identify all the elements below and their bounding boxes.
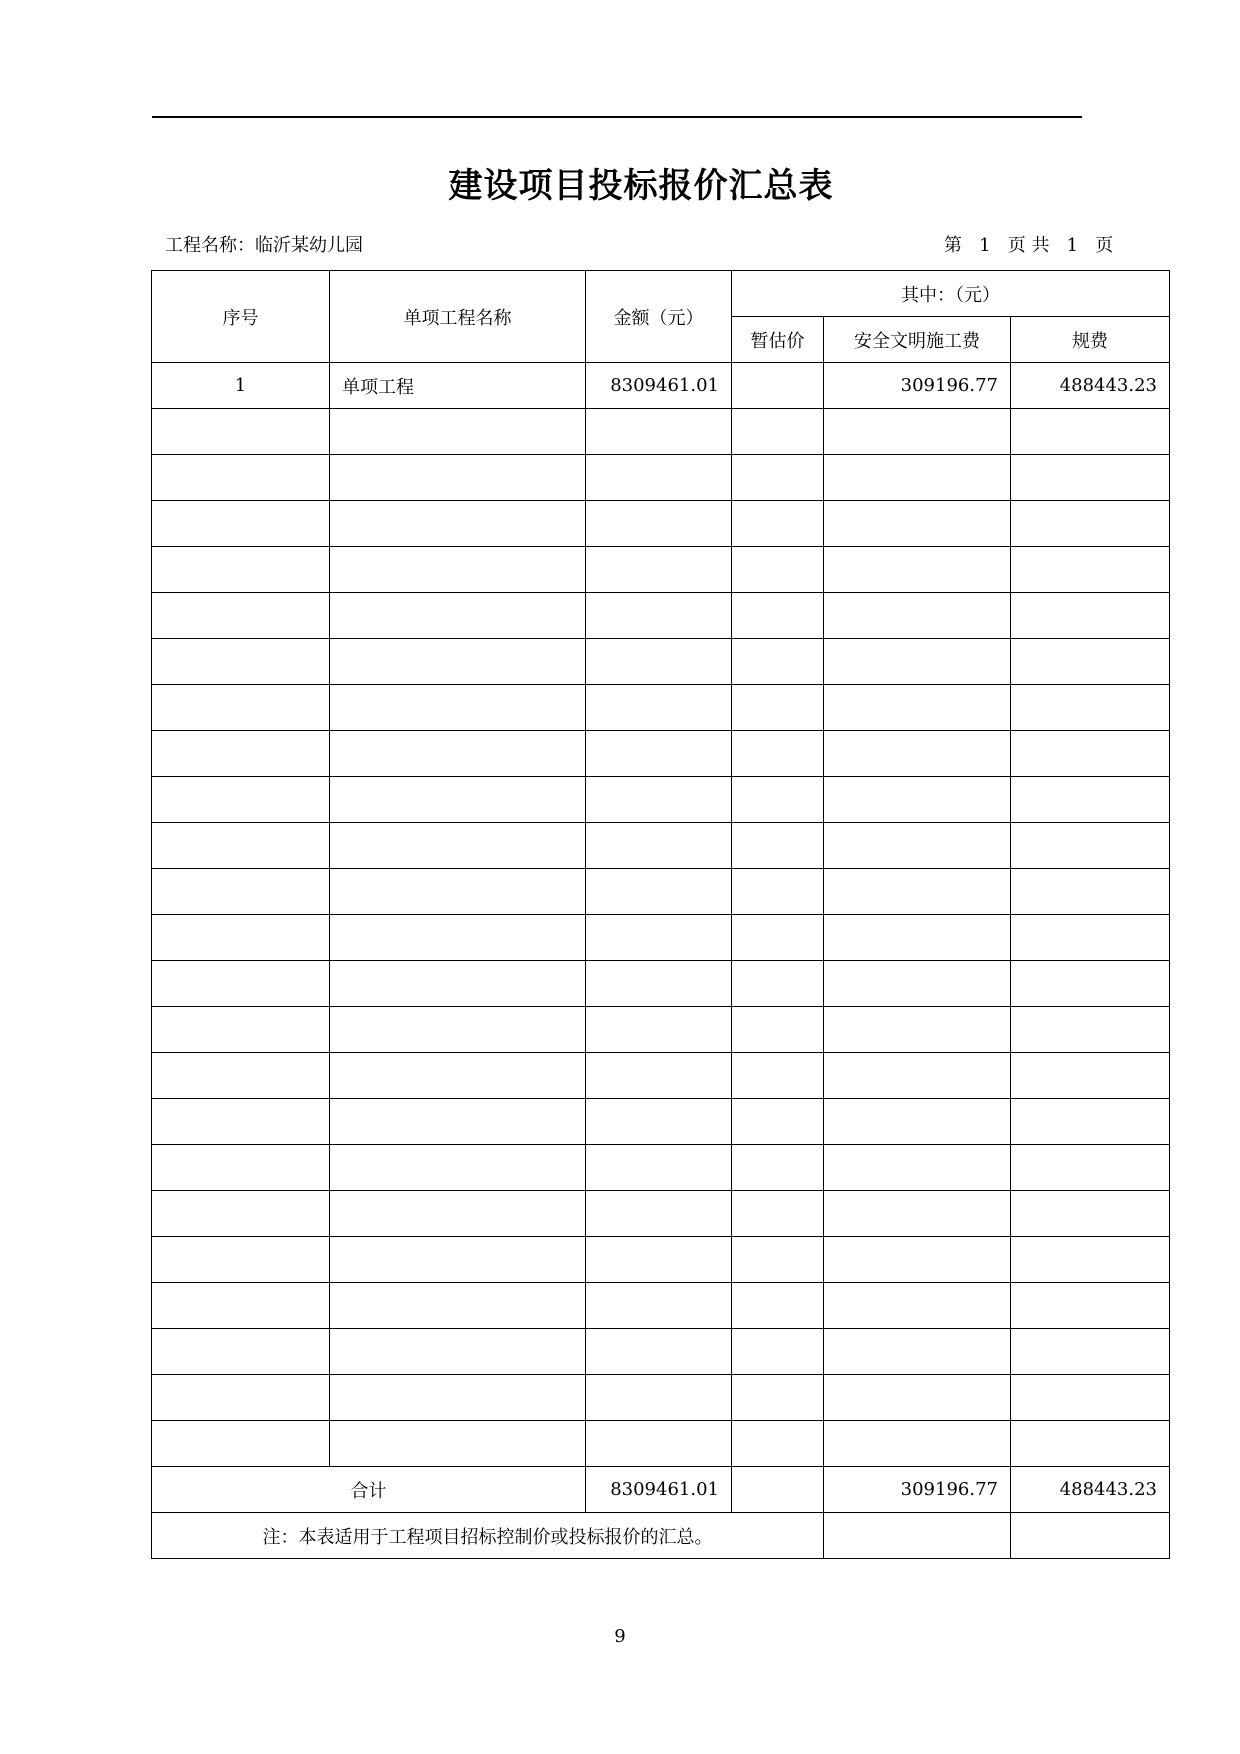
cell-item-name <box>330 1283 586 1329</box>
cell-fees <box>1011 961 1170 1007</box>
cell-provisional <box>732 409 824 455</box>
cell-fees <box>1011 1237 1170 1283</box>
table-row <box>152 409 1170 455</box>
cell-seq <box>152 547 330 593</box>
cell-fees <box>1011 685 1170 731</box>
table-row <box>152 501 1170 547</box>
table-row <box>152 639 1170 685</box>
cell-item-name: 单项工程 <box>330 363 586 409</box>
cell-fees <box>1011 1007 1170 1053</box>
table-row <box>152 1329 1170 1375</box>
cell-provisional <box>732 593 824 639</box>
cell-amount <box>586 823 732 869</box>
table-row <box>152 915 1170 961</box>
cell-seq <box>152 455 330 501</box>
cell-provisional <box>732 547 824 593</box>
cell-seq <box>152 823 330 869</box>
cell-safety <box>824 1099 1011 1145</box>
cell-fees <box>1011 1053 1170 1099</box>
header-safety: 安全文明施工费 <box>824 317 1011 363</box>
cell-provisional <box>732 1237 824 1283</box>
cell-fees <box>1011 915 1170 961</box>
cell-seq <box>152 1375 330 1421</box>
cell-fees <box>1011 869 1170 915</box>
cell-fees <box>1011 1099 1170 1145</box>
cell-safety <box>824 1237 1011 1283</box>
header-provisional: 暂估价 <box>732 317 824 363</box>
cell-item-name <box>330 1329 586 1375</box>
cell-seq <box>152 1283 330 1329</box>
page-number: 9 <box>614 1626 626 1647</box>
cell-amount <box>586 547 732 593</box>
cell-seq <box>152 1421 330 1467</box>
cell-safety <box>824 1421 1011 1467</box>
cell-fees <box>1011 1329 1170 1375</box>
cell-provisional <box>732 1421 824 1467</box>
header-amount: 金额（元） <box>586 271 732 363</box>
cell-amount <box>586 1237 732 1283</box>
cell-fees <box>1011 1375 1170 1421</box>
table-row <box>152 1283 1170 1329</box>
cell-safety <box>824 1375 1011 1421</box>
cell-safety <box>824 547 1011 593</box>
cell-safety <box>824 639 1011 685</box>
cell-safety <box>824 685 1011 731</box>
cell-safety <box>824 1007 1011 1053</box>
cell-fees <box>1011 501 1170 547</box>
cell-safety <box>824 915 1011 961</box>
cell-seq <box>152 409 330 455</box>
cell-amount: 8309461.01 <box>586 363 732 409</box>
cell-item-name <box>330 685 586 731</box>
table-row <box>152 1007 1170 1053</box>
header-seq: 序号 <box>152 271 330 363</box>
table-row <box>152 1237 1170 1283</box>
cell-safety <box>824 1191 1011 1237</box>
cell-item-name <box>330 409 586 455</box>
cell-fees: 488443.23 <box>1011 363 1170 409</box>
cell-safety <box>824 409 1011 455</box>
cell-item-name <box>330 501 586 547</box>
cell-item-name <box>330 823 586 869</box>
cell-seq <box>152 685 330 731</box>
cell-safety <box>824 1145 1011 1191</box>
cell-item-name <box>330 961 586 1007</box>
cell-provisional <box>732 1099 824 1145</box>
cell-safety <box>824 823 1011 869</box>
cell-safety <box>824 961 1011 1007</box>
cell-provisional <box>732 869 824 915</box>
table-row <box>152 455 1170 501</box>
cell-seq: 1 <box>152 363 330 409</box>
cell-provisional <box>732 915 824 961</box>
cell-provisional <box>732 1329 824 1375</box>
cell-fees <box>1011 1421 1170 1467</box>
cell-fees <box>1011 409 1170 455</box>
total-fees: 488443.23 <box>1011 1467 1170 1513</box>
table-row <box>152 823 1170 869</box>
cell-fees <box>1011 1283 1170 1329</box>
cell-amount <box>586 1007 732 1053</box>
cell-amount <box>586 1145 732 1191</box>
cell-provisional <box>732 685 824 731</box>
cell-amount <box>586 639 732 685</box>
cell-item-name <box>330 639 586 685</box>
cell-provisional <box>732 961 824 1007</box>
table-row <box>152 1099 1170 1145</box>
page-info: 第 1 页 共 1 页 <box>944 235 1114 256</box>
cell-safety <box>824 777 1011 823</box>
note-row <box>152 1513 1170 1559</box>
cell-amount <box>586 409 732 455</box>
total-safety: 309196.77 <box>824 1467 1011 1513</box>
table-row <box>152 1375 1170 1421</box>
cell-amount <box>586 777 732 823</box>
cell-item-name <box>330 777 586 823</box>
cell-seq <box>152 961 330 1007</box>
cell-fees <box>1011 1191 1170 1237</box>
cell-item-name <box>330 731 586 777</box>
cell-safety: 309196.77 <box>824 363 1011 409</box>
cell-amount <box>586 961 732 1007</box>
cell-seq <box>152 501 330 547</box>
table-note: 注：本表适用于工程项目招标控制价或投标报价的汇总。 <box>152 1513 824 1559</box>
note-empty-cell <box>1011 1513 1170 1559</box>
header-of-which: 其中：（元） <box>732 271 1170 317</box>
cell-seq <box>152 1191 330 1237</box>
cell-amount <box>586 593 732 639</box>
cell-item-name <box>330 1007 586 1053</box>
cell-seq <box>152 593 330 639</box>
table-row <box>152 1053 1170 1099</box>
cell-amount <box>586 731 732 777</box>
cell-amount <box>586 685 732 731</box>
cell-safety <box>824 731 1011 777</box>
cell-item-name <box>330 455 586 501</box>
table-row <box>152 593 1170 639</box>
cell-amount <box>586 1283 732 1329</box>
cell-seq <box>152 777 330 823</box>
cell-safety <box>824 593 1011 639</box>
cell-provisional <box>732 823 824 869</box>
table-row <box>152 1421 1170 1467</box>
cell-fees <box>1011 455 1170 501</box>
cell-item-name <box>330 869 586 915</box>
cell-safety <box>824 455 1011 501</box>
cell-fees <box>1011 731 1170 777</box>
cell-amount <box>586 1099 732 1145</box>
table-row <box>152 777 1170 823</box>
cell-fees <box>1011 639 1170 685</box>
cell-provisional <box>732 455 824 501</box>
cell-fees <box>1011 547 1170 593</box>
cell-fees <box>1011 1145 1170 1191</box>
total-amount: 8309461.01 <box>586 1467 732 1513</box>
table-row <box>152 363 1170 409</box>
cell-provisional <box>732 363 824 409</box>
bid-summary-table <box>151 270 1170 1559</box>
cell-provisional <box>732 777 824 823</box>
cell-provisional <box>732 501 824 547</box>
cell-provisional <box>732 731 824 777</box>
cell-provisional <box>732 1191 824 1237</box>
total-provisional <box>732 1467 824 1513</box>
cell-amount <box>586 869 732 915</box>
cell-seq <box>152 1099 330 1145</box>
table-body <box>152 363 1170 1467</box>
table-row <box>152 547 1170 593</box>
cell-item-name <box>330 1145 586 1191</box>
total-row <box>152 1467 1170 1513</box>
cell-item-name <box>330 1053 586 1099</box>
table-row <box>152 869 1170 915</box>
table-row <box>152 961 1170 1007</box>
cell-item-name <box>330 1191 586 1237</box>
cell-amount <box>586 1053 732 1099</box>
header-row-1 <box>152 271 1170 317</box>
cell-fees <box>1011 593 1170 639</box>
cell-seq <box>152 731 330 777</box>
cell-safety <box>824 1053 1011 1099</box>
header-rule <box>152 116 1082 118</box>
cell-safety <box>824 501 1011 547</box>
table-row <box>152 1145 1170 1191</box>
total-label: 合计 <box>152 1467 586 1513</box>
cell-seq <box>152 915 330 961</box>
cell-amount <box>586 455 732 501</box>
cell-amount <box>586 1375 732 1421</box>
cell-item-name <box>330 1421 586 1467</box>
cell-provisional <box>732 639 824 685</box>
table-row <box>152 1191 1170 1237</box>
cell-provisional <box>732 1145 824 1191</box>
cell-provisional <box>732 1007 824 1053</box>
cell-safety <box>824 1329 1011 1375</box>
cell-amount <box>586 501 732 547</box>
cell-fees <box>1011 823 1170 869</box>
cell-amount <box>586 915 732 961</box>
cell-provisional <box>732 1375 824 1421</box>
cell-amount <box>586 1191 732 1237</box>
cell-item-name <box>330 915 586 961</box>
project-name: 工程名称：临沂某幼儿园 <box>165 235 363 256</box>
cell-amount <box>586 1329 732 1375</box>
cell-safety <box>824 869 1011 915</box>
cell-item-name <box>330 1237 586 1283</box>
cell-item-name <box>330 1099 586 1145</box>
table-row <box>152 685 1170 731</box>
cell-seq <box>152 1007 330 1053</box>
header-item-name: 单项工程名称 <box>330 271 586 363</box>
cell-seq <box>152 639 330 685</box>
cell-seq <box>152 1053 330 1099</box>
cell-amount <box>586 1421 732 1467</box>
cell-provisional <box>732 1283 824 1329</box>
cell-seq <box>152 869 330 915</box>
cell-item-name <box>330 1375 586 1421</box>
header-fees: 规费 <box>1011 317 1170 363</box>
table-row <box>152 731 1170 777</box>
document-title: 建设项目投标报价汇总表 <box>448 166 834 206</box>
cell-seq <box>152 1145 330 1191</box>
cell-seq <box>152 1329 330 1375</box>
cell-item-name <box>330 547 586 593</box>
cell-seq <box>152 1237 330 1283</box>
cell-item-name <box>330 593 586 639</box>
cell-safety <box>824 1283 1011 1329</box>
note-empty-cell <box>824 1513 1011 1559</box>
cell-fees <box>1011 777 1170 823</box>
cell-provisional <box>732 1053 824 1099</box>
